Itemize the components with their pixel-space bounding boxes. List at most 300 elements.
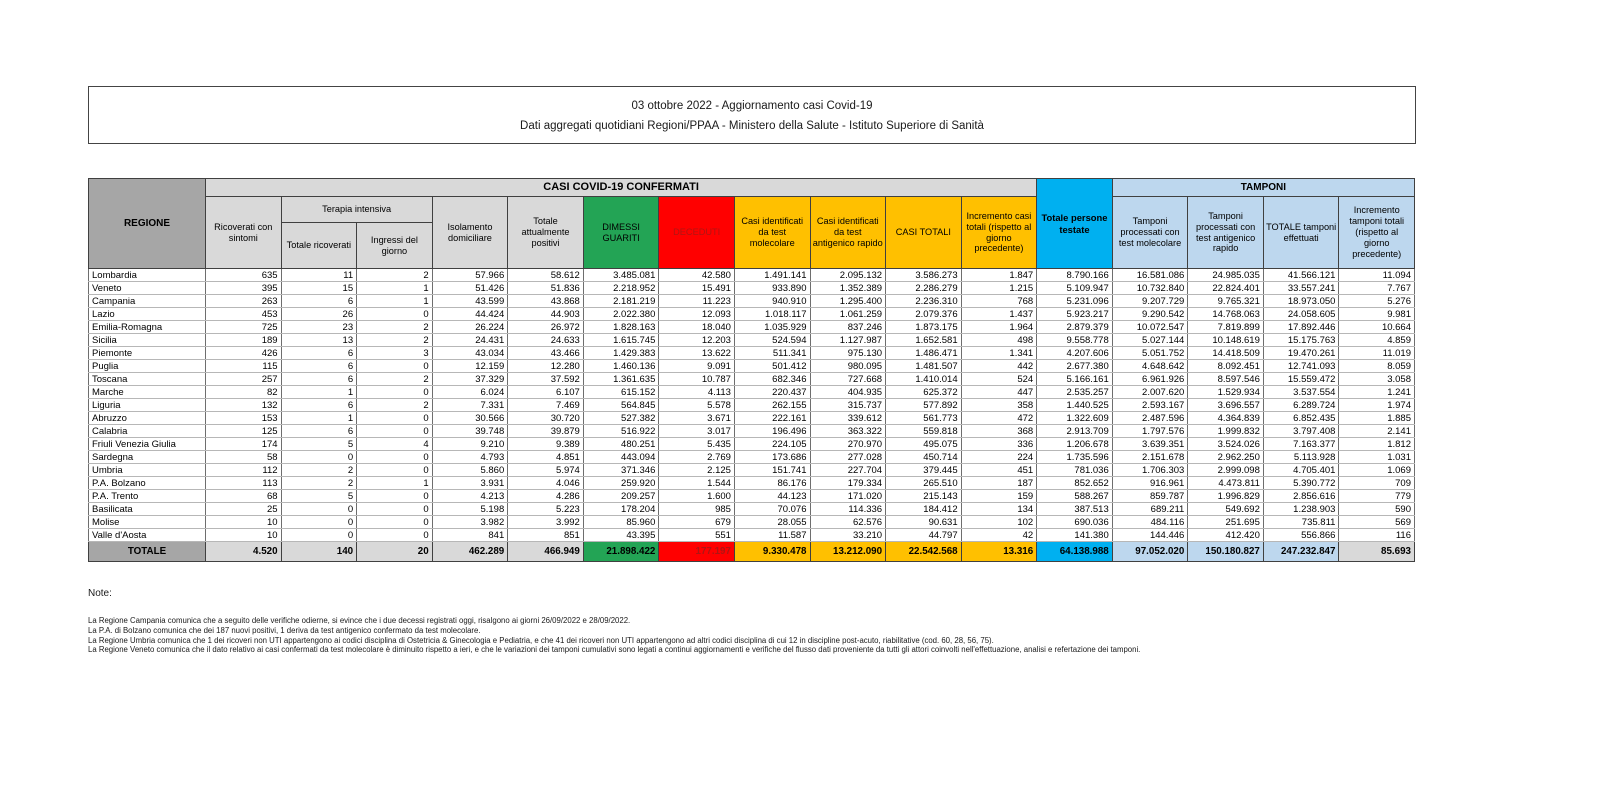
value-cell: 277.028 (810, 451, 886, 464)
value-cell: 3.992 (508, 516, 584, 529)
value-cell: 3.931 (432, 477, 508, 490)
table-row (89, 425, 1415, 438)
value-cell: 4 (357, 438, 433, 451)
value-cell: 2.236.310 (886, 295, 962, 308)
value-cell: 5.051.752 (1112, 347, 1188, 360)
value-cell: 447 (961, 386, 1037, 399)
value-cell: 43.868 (508, 295, 584, 308)
table-row (89, 451, 1415, 464)
value-cell: 442 (961, 360, 1037, 373)
totale-tamponi-header: TOTALE tamponi effettuati (1263, 197, 1339, 269)
value-cell: 26.972 (508, 321, 584, 334)
value-cell: 251.695 (1188, 516, 1264, 529)
notes-section (88, 588, 1528, 655)
value-cell: 837.246 (810, 321, 886, 334)
value-cell: 615.152 (583, 386, 659, 399)
region-name-cell: Liguria (89, 399, 206, 412)
value-cell: 689.211 (1112, 503, 1188, 516)
value-cell: 15.559.472 (1263, 373, 1339, 386)
value-cell: 1.352.389 (810, 282, 886, 295)
total-value-cell: 97.052.020 (1112, 542, 1188, 562)
value-cell: 5.276 (1339, 295, 1415, 308)
value-cell: 1.061.259 (810, 308, 886, 321)
value-cell: 102 (961, 516, 1037, 529)
region-name-cell: Friuli Venezia Giulia (89, 438, 206, 451)
total-value-cell: 21.898.422 (583, 542, 659, 562)
value-cell: 28.055 (734, 516, 810, 529)
value-cell: 2.125 (659, 464, 735, 477)
value-cell: 179.334 (810, 477, 886, 490)
value-cell: 980.095 (810, 360, 886, 373)
value-cell: 450.714 (886, 451, 962, 464)
total-value-cell: 85.693 (1339, 542, 1415, 562)
value-cell: 132 (206, 399, 282, 412)
region-name-cell: Piemonte (89, 347, 206, 360)
value-cell: 62.576 (810, 516, 886, 529)
value-cell: 9.981 (1339, 308, 1415, 321)
value-cell: 1.735.596 (1037, 451, 1113, 464)
group-header-row (89, 179, 1415, 197)
value-cell: 453 (206, 308, 282, 321)
value-cell: 43.395 (583, 529, 659, 542)
value-cell: 9.558.778 (1037, 334, 1113, 347)
value-cell: 12.741.093 (1263, 360, 1339, 373)
value-cell: 635 (206, 269, 282, 282)
value-cell: 495.075 (886, 438, 962, 451)
total-value-cell: 140 (281, 542, 357, 562)
table-row (89, 490, 1415, 503)
value-cell: 498 (961, 334, 1037, 347)
total-value-cell: 13.212.090 (810, 542, 886, 562)
value-cell: 85.960 (583, 516, 659, 529)
value-cell: 7.469 (508, 399, 584, 412)
total-value-cell: 150.180.827 (1188, 542, 1264, 562)
value-cell: 527.382 (583, 412, 659, 425)
value-cell: 1.031 (1339, 451, 1415, 464)
table-row (89, 347, 1415, 360)
value-cell: 472 (961, 412, 1037, 425)
value-cell: 114.336 (810, 503, 886, 516)
value-cell: 7.331 (432, 399, 508, 412)
value-cell: 4.113 (659, 386, 735, 399)
table-row (89, 516, 1415, 529)
value-cell: 44.424 (432, 308, 508, 321)
value-cell: 0 (281, 451, 357, 464)
total-value-cell: 9.330.478 (734, 542, 810, 562)
value-cell: 1.460.136 (583, 360, 659, 373)
value-cell: 44.123 (734, 490, 810, 503)
total-value-cell: 177.197 (659, 542, 735, 562)
persone-testate-header: Totale persone testate (1037, 179, 1113, 269)
value-cell: 196.496 (734, 425, 810, 438)
value-cell: 159 (961, 490, 1037, 503)
total-value-cell: 462.289 (432, 542, 508, 562)
value-cell: 3.586.273 (886, 269, 962, 282)
value-cell: 3.797.408 (1263, 425, 1339, 438)
value-cell: 141.380 (1037, 529, 1113, 542)
value-cell: 2 (357, 399, 433, 412)
table-body (89, 269, 1415, 562)
value-cell: 1 (357, 477, 433, 490)
value-cell: 379.445 (886, 464, 962, 477)
table-row (89, 334, 1415, 347)
value-cell: 933.890 (734, 282, 810, 295)
value-cell: 11.019 (1339, 347, 1415, 360)
value-cell: 6 (281, 373, 357, 386)
value-cell: 12.159 (432, 360, 508, 373)
incremento-casi-header: Incremento casi totali (rispetto al giorno precedente) (961, 197, 1037, 269)
total-value-cell: 13.316 (961, 542, 1037, 562)
value-cell: 0 (357, 386, 433, 399)
value-cell: 443.094 (583, 451, 659, 464)
value-cell: 690.036 (1037, 516, 1113, 529)
value-cell: 7.767 (1339, 282, 1415, 295)
value-cell: 18.973.050 (1263, 295, 1339, 308)
value-cell: 13.622 (659, 347, 735, 360)
value-cell: 2.286.279 (886, 282, 962, 295)
value-cell: 336 (961, 438, 1037, 451)
value-cell: 24.633 (508, 334, 584, 347)
value-cell: 5.027.144 (1112, 334, 1188, 347)
value-cell: 9.207.729 (1112, 295, 1188, 308)
value-cell: 1.885 (1339, 412, 1415, 425)
value-cell: 516.922 (583, 425, 659, 438)
value-cell: 2 (357, 373, 433, 386)
region-name-cell: Valle d'Aosta (89, 529, 206, 542)
value-cell: 4.046 (508, 477, 584, 490)
value-cell: 1.127.987 (810, 334, 886, 347)
value-cell: 39.879 (508, 425, 584, 438)
value-cell: 9.290.542 (1112, 308, 1188, 321)
value-cell: 2.769 (659, 451, 735, 464)
value-cell: 569 (1339, 516, 1415, 529)
ti-totale-header: Totale ricoverati (281, 223, 357, 269)
table-row (89, 321, 1415, 334)
value-cell: 39.748 (432, 425, 508, 438)
value-cell: 511.341 (734, 347, 810, 360)
value-cell: 2 (281, 477, 357, 490)
value-cell: 679 (659, 516, 735, 529)
value-cell: 26 (281, 308, 357, 321)
value-cell: 975.130 (810, 347, 886, 360)
value-cell: 6.852.435 (1263, 412, 1339, 425)
value-cell: 11.223 (659, 295, 735, 308)
region-name-cell: Toscana (89, 373, 206, 386)
value-cell: 3.058 (1339, 373, 1415, 386)
value-cell: 6.024 (432, 386, 508, 399)
value-cell: 1.206.678 (1037, 438, 1113, 451)
deceduti-header: DECEDUTI (659, 197, 735, 269)
value-cell: 2.879.379 (1037, 321, 1113, 334)
value-cell: 2.487.596 (1112, 412, 1188, 425)
value-cell: 484.116 (1112, 516, 1188, 529)
value-cell: 1.322.609 (1037, 412, 1113, 425)
value-cell: 524.594 (734, 334, 810, 347)
value-cell: 9.210 (432, 438, 508, 451)
ti-ingressi-header: Ingressi del giorno (357, 223, 433, 269)
value-cell: 10.148.619 (1188, 334, 1264, 347)
value-cell: 262.155 (734, 399, 810, 412)
value-cell: 12.093 (659, 308, 735, 321)
value-cell: 5.109.947 (1037, 282, 1113, 295)
value-cell: 116 (1339, 529, 1415, 542)
table-row (89, 282, 1415, 295)
value-cell: 358 (961, 399, 1037, 412)
region-name-cell: Emilia-Romagna (89, 321, 206, 334)
table-row (89, 269, 1415, 282)
value-cell: 1.491.141 (734, 269, 810, 282)
value-cell: 44.903 (508, 308, 584, 321)
value-cell: 1.873.175 (886, 321, 962, 334)
value-cell: 10.664 (1339, 321, 1415, 334)
value-cell: 57.966 (432, 269, 508, 282)
value-cell: 18.040 (659, 321, 735, 334)
value-cell: 561.773 (886, 412, 962, 425)
value-cell: 3.017 (659, 425, 735, 438)
value-cell: 524 (961, 373, 1037, 386)
value-cell: 2 (357, 334, 433, 347)
region-name-cell: Campania (89, 295, 206, 308)
casi-totali-header: CASI TOTALI (886, 197, 962, 269)
value-cell: 11.094 (1339, 269, 1415, 282)
total-label-cell: TOTALE (89, 542, 206, 562)
value-cell: 25 (206, 503, 282, 516)
value-cell: 5.923.217 (1037, 308, 1113, 321)
terapia-intensiva-header: Terapia intensiva (281, 197, 432, 223)
value-cell: 2.962.250 (1188, 451, 1264, 464)
value-cell: 10 (206, 529, 282, 542)
value-cell: 501.412 (734, 360, 810, 373)
value-cell: 270.970 (810, 438, 886, 451)
value-cell: 113 (206, 477, 282, 490)
value-cell: 3.524.026 (1188, 438, 1264, 451)
value-cell: 86.176 (734, 477, 810, 490)
value-cell: 5.231.096 (1037, 295, 1113, 308)
value-cell: 10.732.840 (1112, 282, 1188, 295)
value-cell: 8.059 (1339, 360, 1415, 373)
value-cell: 70.076 (734, 503, 810, 516)
value-cell: 725 (206, 321, 282, 334)
value-cell: 556.866 (1263, 529, 1339, 542)
value-cell: 30.566 (432, 412, 508, 425)
value-cell: 1.486.471 (886, 347, 962, 360)
value-cell: 3 (357, 347, 433, 360)
casi-molecolare-header: Casi identificati da test molecolare (734, 197, 810, 269)
value-cell: 15 (281, 282, 357, 295)
value-cell: 2 (281, 464, 357, 477)
value-cell: 5.860 (432, 464, 508, 477)
regione-header: REGIONE (89, 179, 206, 269)
value-cell: 1.615.745 (583, 334, 659, 347)
value-cell: 43.599 (432, 295, 508, 308)
total-value-cell: 247.232.847 (1263, 542, 1339, 562)
value-cell: 682.346 (734, 373, 810, 386)
value-cell: 1 (357, 282, 433, 295)
value-cell: 5.166.161 (1037, 373, 1113, 386)
total-row (89, 542, 1415, 562)
value-cell: 6 (281, 295, 357, 308)
table-row (89, 412, 1415, 425)
region-name-cell: Molise (89, 516, 206, 529)
value-cell: 1.797.576 (1112, 425, 1188, 438)
value-cell: 1.652.581 (886, 334, 962, 347)
region-name-cell: Umbria (89, 464, 206, 477)
value-cell: 1 (357, 295, 433, 308)
value-cell: 11.587 (734, 529, 810, 542)
column-header-row (89, 197, 1415, 223)
value-cell: 14.418.509 (1188, 347, 1264, 360)
value-cell: 134 (961, 503, 1037, 516)
value-cell: 2 (357, 269, 433, 282)
value-cell: 8.790.166 (1037, 269, 1113, 282)
covid-data-table (88, 178, 1415, 562)
total-value-cell: 4.520 (206, 542, 282, 562)
value-cell: 33.557.241 (1263, 282, 1339, 295)
value-cell: 0 (357, 490, 433, 503)
value-cell: 6 (281, 360, 357, 373)
value-cell: 2.151.678 (1112, 451, 1188, 464)
value-cell: 0 (357, 360, 433, 373)
value-cell: 2.141 (1339, 425, 1415, 438)
value-cell: 1.295.400 (810, 295, 886, 308)
value-cell: 1.999.832 (1188, 425, 1264, 438)
value-cell: 4.648.642 (1112, 360, 1188, 373)
region-name-cell: Abruzzo (89, 412, 206, 425)
value-cell: 257 (206, 373, 282, 386)
value-cell: 2.079.376 (886, 308, 962, 321)
value-cell: 1.341 (961, 347, 1037, 360)
value-cell: 1.828.163 (583, 321, 659, 334)
table-row (89, 399, 1415, 412)
value-cell: 173.686 (734, 451, 810, 464)
value-cell: 6.961.926 (1112, 373, 1188, 386)
value-cell: 940.910 (734, 295, 810, 308)
value-cell: 37.329 (432, 373, 508, 386)
region-name-cell: Lombardia (89, 269, 206, 282)
value-cell: 5.390.772 (1263, 477, 1339, 490)
value-cell: 588.267 (1037, 490, 1113, 503)
value-cell: 404.935 (810, 386, 886, 399)
value-cell: 2.999.098 (1188, 464, 1264, 477)
value-cell: 0 (357, 412, 433, 425)
value-cell: 184.412 (886, 503, 962, 516)
value-cell: 1.974 (1339, 399, 1415, 412)
value-cell: 781.036 (1037, 464, 1113, 477)
value-cell: 4.793 (432, 451, 508, 464)
value-cell: 3.537.554 (1263, 386, 1339, 399)
value-cell: 551 (659, 529, 735, 542)
value-cell: 426 (206, 347, 282, 360)
value-cell: 9.091 (659, 360, 735, 373)
value-cell: 6.289.724 (1263, 399, 1339, 412)
value-cell: 125 (206, 425, 282, 438)
value-cell: 2.181.219 (583, 295, 659, 308)
value-cell: 259.920 (583, 477, 659, 490)
value-cell: 395 (206, 282, 282, 295)
value-cell: 3.696.557 (1188, 399, 1264, 412)
value-cell: 263 (206, 295, 282, 308)
title-box (88, 86, 1416, 144)
value-cell: 564.845 (583, 399, 659, 412)
value-cell: 0 (281, 516, 357, 529)
value-cell: 4.473.811 (1188, 477, 1264, 490)
incremento-tamponi-header: Incremento tamponi totali (rispetto al giorno precedente) (1339, 197, 1415, 269)
value-cell: 24.058.605 (1263, 308, 1339, 321)
value-cell: 5.198 (432, 503, 508, 516)
value-cell: 51.426 (432, 282, 508, 295)
value-cell: 1.018.117 (734, 308, 810, 321)
tamponi-molecolare-header: Tamponi processati con test molecolare (1112, 197, 1188, 269)
table-row (89, 464, 1415, 477)
value-cell: 144.446 (1112, 529, 1188, 542)
value-cell: 12.280 (508, 360, 584, 373)
value-cell: 735.811 (1263, 516, 1339, 529)
value-cell: 43.466 (508, 347, 584, 360)
value-cell: 1.238.903 (1263, 503, 1339, 516)
value-cell: 224.105 (734, 438, 810, 451)
isolamento-header: Isolamento domiciliare (432, 197, 508, 269)
value-cell: 209.257 (583, 490, 659, 503)
value-cell: 265.510 (886, 477, 962, 490)
value-cell: 916.961 (1112, 477, 1188, 490)
value-cell: 1.964 (961, 321, 1037, 334)
value-cell: 1.847 (961, 269, 1037, 282)
value-cell: 7.163.377 (1263, 438, 1339, 451)
value-cell: 2.095.132 (810, 269, 886, 282)
value-cell: 577.892 (886, 399, 962, 412)
value-cell: 6 (281, 425, 357, 438)
dimessi-guariti-header: DIMESSI GUARITI (583, 197, 659, 269)
note-line: La Regione Umbria comunica che 1 dei ricoveri non UTI appartengono ai codici disciplina di Ostetricia & Ginecologia e Pediatria, e che 41 dei ricoveri non UTI appartengono ad altri codici disciplina di cui 12 in discipline post-acuto, riabilitative (cod. 60, 28, 56, 75). (88, 635, 994, 645)
value-cell: 58 (206, 451, 282, 464)
note-line: La Regione Veneto comunica che il dato relativo ai casi confermati da test molecolare è diminuito rispetto a ieri, e che le variazioni dei tamponi cumulativi sono legati a continui aggiornamenti e verifiche del flusso dati proveniente da tutti gli attori coinvolti nell'effettuazione, analisi e refertazione dei tamponi. (88, 645, 1141, 655)
value-cell: 9.389 (508, 438, 584, 451)
value-cell: 4.705.401 (1263, 464, 1339, 477)
value-cell: 985 (659, 503, 735, 516)
value-cell: 1.440.525 (1037, 399, 1113, 412)
value-cell: 153 (206, 412, 282, 425)
value-cell: 5.435 (659, 438, 735, 451)
region-name-cell: P.A. Bolzano (89, 477, 206, 490)
value-cell: 220.437 (734, 386, 810, 399)
value-cell: 0 (357, 464, 433, 477)
value-cell: 625.372 (886, 386, 962, 399)
value-cell: 9.765.321 (1188, 295, 1264, 308)
value-cell: 6.107 (508, 386, 584, 399)
table-header (89, 179, 1415, 269)
value-cell: 151.741 (734, 464, 810, 477)
value-cell: 4.364.839 (1188, 412, 1264, 425)
value-cell: 4.286 (508, 490, 584, 503)
value-cell: 26.224 (432, 321, 508, 334)
total-value-cell: 466.949 (508, 542, 584, 562)
value-cell: 412.420 (1188, 529, 1264, 542)
region-name-cell: Basilicata (89, 503, 206, 516)
value-cell: 12.203 (659, 334, 735, 347)
value-cell: 2.535.257 (1037, 386, 1113, 399)
region-name-cell: P.A. Trento (89, 490, 206, 503)
value-cell: 30.720 (508, 412, 584, 425)
region-name-cell: Calabria (89, 425, 206, 438)
region-name-cell: Puglia (89, 360, 206, 373)
value-cell: 1.812 (1339, 438, 1415, 451)
value-cell: 1.996.829 (1188, 490, 1264, 503)
table-row (89, 477, 1415, 490)
value-cell: 171.020 (810, 490, 886, 503)
table-row (89, 373, 1415, 386)
total-value-cell: 64.138.988 (1037, 542, 1113, 562)
value-cell: 363.322 (810, 425, 886, 438)
